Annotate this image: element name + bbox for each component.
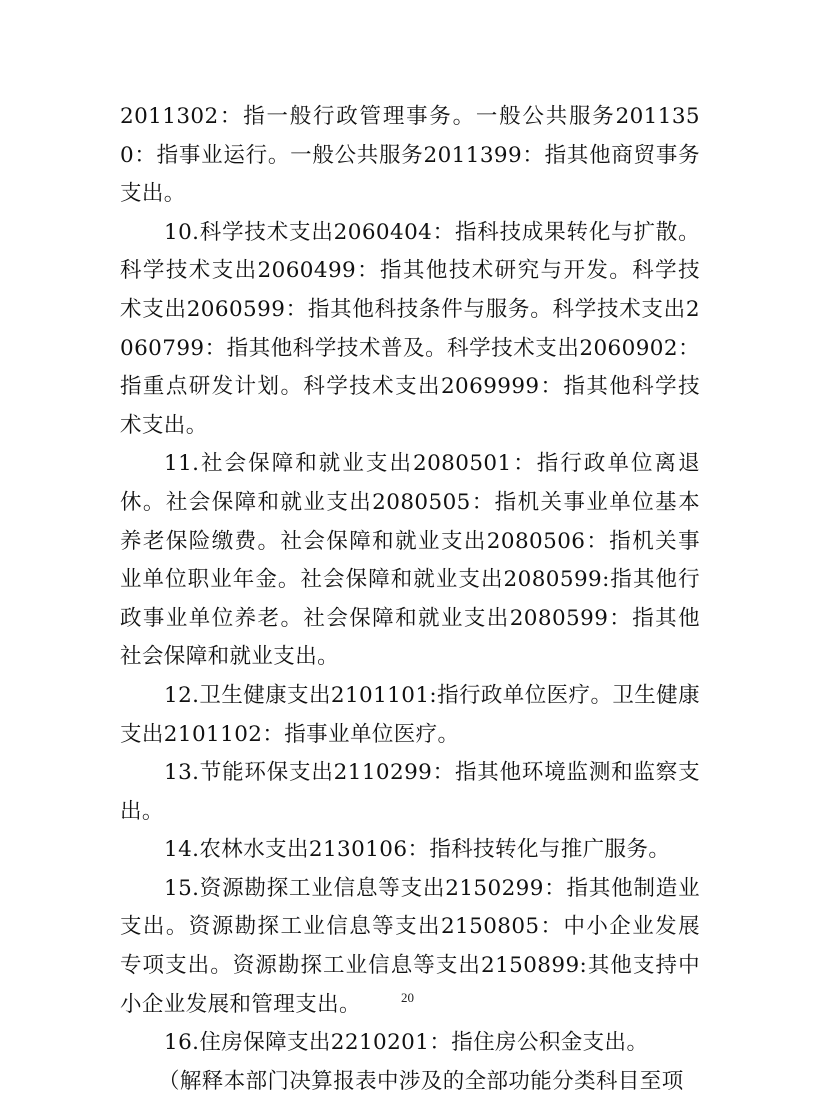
paragraph-general-public-services: 2011302：指一般行政管理事务。一般公共服务2011350：指事业运行。一般公共服务2011399：指其他商贸事务支出。 [120,104,700,207]
paragraph-16-housing: 16.住房保障支出2210201：指住房公积金支出。 [164,1030,649,1056]
document-body [120,98,700,1101]
paragraph-14-agriculture: 14.农林水支出2130106：指科技转化与推广服务。 [164,837,671,863]
paragraph-12-health: 12.卫生健康支出2101101:指行政单位医疗。卫生健康支出2101102：指事业单位医疗。 [120,682,700,747]
paragraph-11-social-security: 11.社会保障和就业支出2080501：指行政单位离退休。社会保障和就业支出2080505：指机关事业单位基本养老保险缴费。社会保障和就业支出2080506：指机关事业单位职业年金。社会保障和就业支出2080599:指其他行政事业单位养老。社会保障和就业支出2080599：指其他社会保障和就业支出。 [120,451,700,670]
paragraph-explanation-note: （解释本部门决算报表中涉及的全部功能分类科目至项 [158,1068,684,1094]
paragraph-13-energy-environment: 13.节能环保支出2110299：指其他环境监测和监察支出。 [120,760,700,824]
paragraph-10-science-technology: 10.科学技术支出2060404：指科技成果转化与扩散。科学技术支出2060499：指其他技术研究与开发。科学技术支出2060599：指其他科技条件与服务。科学技术支出2060799：指其他科学技术普及。科学技术支出2060902：指重点研发计划。科学技术支出2069999：指其他科学技术支出。 [120,219,700,438]
page-number: 20 [401,990,414,1005]
paragraph-15-resources-industry: 15.资源勘探工业信息等支出2150299：指其他制造业支出。资源勘探工业信息等支出2150805：中小企业发展专项支出。资源勘探工业信息等支出2150899:其他支持中小企业发展和管理支出。 [120,875,700,1017]
